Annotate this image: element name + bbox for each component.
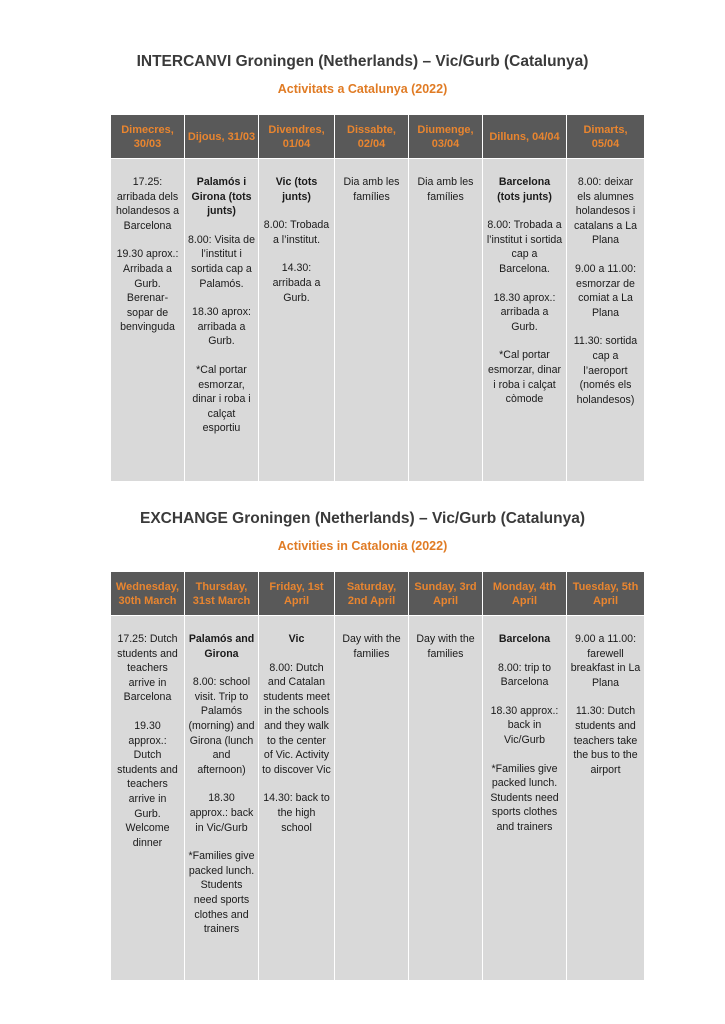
day-cell-tue <box>567 616 645 981</box>
activity-text: 8.00: deixar els alumnes holandesos i catalans a La Plana <box>573 176 638 247</box>
day-cell-sat <box>335 616 409 981</box>
activity-text: 11.30: Dutch students and teachers take the bus to the airport <box>573 705 638 776</box>
activity-text: 19.30 aprox.: Arribada a Gurb. Berenar-sopar de benvinguda <box>116 248 179 334</box>
activity-text: 11.30: sortida cap a l’aeroport (només els holandesos) <box>573 335 638 406</box>
day-cell-sun <box>409 159 483 482</box>
day-header-sat: Saturday, 2nd April <box>335 572 409 616</box>
day-header-fri: Friday, 1st April <box>259 572 335 616</box>
cell-content <box>262 616 331 835</box>
day-header-sat: Dissabte, 02/04 <box>335 115 409 159</box>
activity-text: Dia amb les famílies <box>343 176 400 203</box>
activities-row <box>111 159 645 482</box>
activity-text: *Cal portar esmorzar, dinar i roba i calçat còmode <box>487 349 561 406</box>
activity-text: 14.30: back to the high school <box>263 792 330 834</box>
day-header-thu: Dijous, 31/03 <box>185 115 259 159</box>
activity-heading: Vic <box>288 633 305 645</box>
cell-content <box>570 159 641 407</box>
activity-text: 8.00: Visita de l’institut i sortida cap a Palamós. <box>188 233 255 290</box>
activity-text: 18.30 approx.: back in Vic/Gurb <box>189 792 254 834</box>
activities-row <box>111 616 645 981</box>
day-cell-tue <box>567 159 645 482</box>
activity-text: 9.00 a 11.00: esmorzar de comiat a La Plana <box>574 262 637 319</box>
day-cell-mon <box>483 159 567 482</box>
day-cell-thu <box>185 616 259 981</box>
activity-text: Dia amb les famílies <box>417 176 474 203</box>
cell-content <box>412 616 479 661</box>
day-header-wed: Dimecres, 30/03 <box>111 115 185 159</box>
day-header-wed: Wednesday, 30th March <box>111 572 185 616</box>
cell-content <box>188 616 255 937</box>
cell-content <box>570 616 641 777</box>
english-schedule-table <box>110 571 645 981</box>
cell-content <box>486 616 563 835</box>
activity-text: Day with the families <box>342 633 401 660</box>
activity-text: 18.30 aprox.: arribada a Gurb. <box>493 291 556 333</box>
day-cell-thu <box>185 159 259 482</box>
activity-text: 9.00 a 11.00: farewell breakfast in La Plana <box>570 633 641 689</box>
activity-text: 8.00: Dutch and Catalan students meet in the schools and they walk to the center of Vic. Activity to discover Vic <box>262 661 331 776</box>
day-cell-sat <box>335 159 409 482</box>
activity-text: 8.00: Trobada a l’institut i sortida cap a Barcelona. <box>486 219 563 275</box>
header-row <box>111 115 645 159</box>
activity-heading: Barcelona <box>498 633 551 645</box>
cell-content <box>486 159 563 407</box>
day-cell-mon <box>483 616 567 981</box>
activity-text: 17.25: arribada dels holandesos a Barcelona <box>115 176 180 232</box>
day-header-sun: Sunday, 3rd April <box>409 572 483 616</box>
activity-heading: Palamós i Girona (tots junts) <box>191 176 252 218</box>
day-header-tue: Dimarts, 05/04 <box>567 115 645 159</box>
catalan-title: INTERCANVI Groningen (Netherlands) – Vic/Gurb (Catalunya) <box>136 53 589 70</box>
day-cell-sun <box>409 616 483 981</box>
activity-text: 8.00: Trobada a l’institut. <box>263 219 330 246</box>
activity-text: 14.30: arribada a Gurb. <box>272 262 321 304</box>
activity-text: *Families give packed lunch. Students need sports clothes and trainers <box>490 762 559 833</box>
day-cell-wed <box>111 159 185 482</box>
day-header-tue: Tuesday, 5th April <box>567 572 645 616</box>
day-header-thu: Thursday, 31st March <box>185 572 259 616</box>
activity-text: 19.30 approx.: Dutch students and teachers arrive in Gurb. Welcome dinner <box>117 719 178 849</box>
activity-text: 17.25: Dutch students and teachers arrive in Barcelona <box>117 633 178 704</box>
activity-heading: Palamós and Girona <box>188 633 255 660</box>
day-header-mon: Monday, 4th April <box>483 572 567 616</box>
day-cell-fri <box>259 159 335 482</box>
activity-text: 18.30 approx.: back in Vic/Gurb <box>490 704 559 746</box>
day-cell-wed <box>111 616 185 981</box>
day-cell-fri <box>259 616 335 981</box>
cell-content <box>262 159 331 305</box>
activity-text: 8.00: school visit. Trip to Palamós (morning) and Girona (lunch and afternoon) <box>188 676 255 776</box>
cell-content <box>188 159 255 436</box>
activity-heading: Vic (tots junts) <box>275 176 318 203</box>
day-header-sun: Diumenge, 03/04 <box>409 115 483 159</box>
activity-text: Day with the families <box>416 633 475 660</box>
cell-content <box>338 616 405 661</box>
cell-content <box>338 159 405 204</box>
activity-text: *Families give packed lunch. Students need sports clothes and trainers <box>188 850 255 936</box>
day-header-mon: Dilluns, 04/04 <box>483 115 567 159</box>
activity-heading: Barcelona (tots junts) <box>497 176 552 203</box>
cell-content <box>114 159 181 335</box>
catalan-subtitle: Activitats a Catalunya (2022) <box>277 82 448 96</box>
day-header-fri: Divendres, 01/04 <box>259 115 335 159</box>
english-title: EXCHANGE Groningen (Netherlands) – Vic/Gurb (Catalunya) <box>140 510 585 527</box>
cell-content <box>412 159 479 204</box>
english-subtitle: Activities in Catalonia (2022) <box>277 539 448 553</box>
activity-text: 18.30 aprox: arribada a Gurb. <box>192 306 251 348</box>
activity-text: *Cal portar esmorzar, dinar i roba i calçat esportiu <box>192 363 251 435</box>
header-row <box>111 572 645 616</box>
catalan-schedule-table <box>110 114 645 482</box>
activity-text: 8.00: trip to Barcelona <box>498 661 551 689</box>
cell-content <box>114 616 181 850</box>
